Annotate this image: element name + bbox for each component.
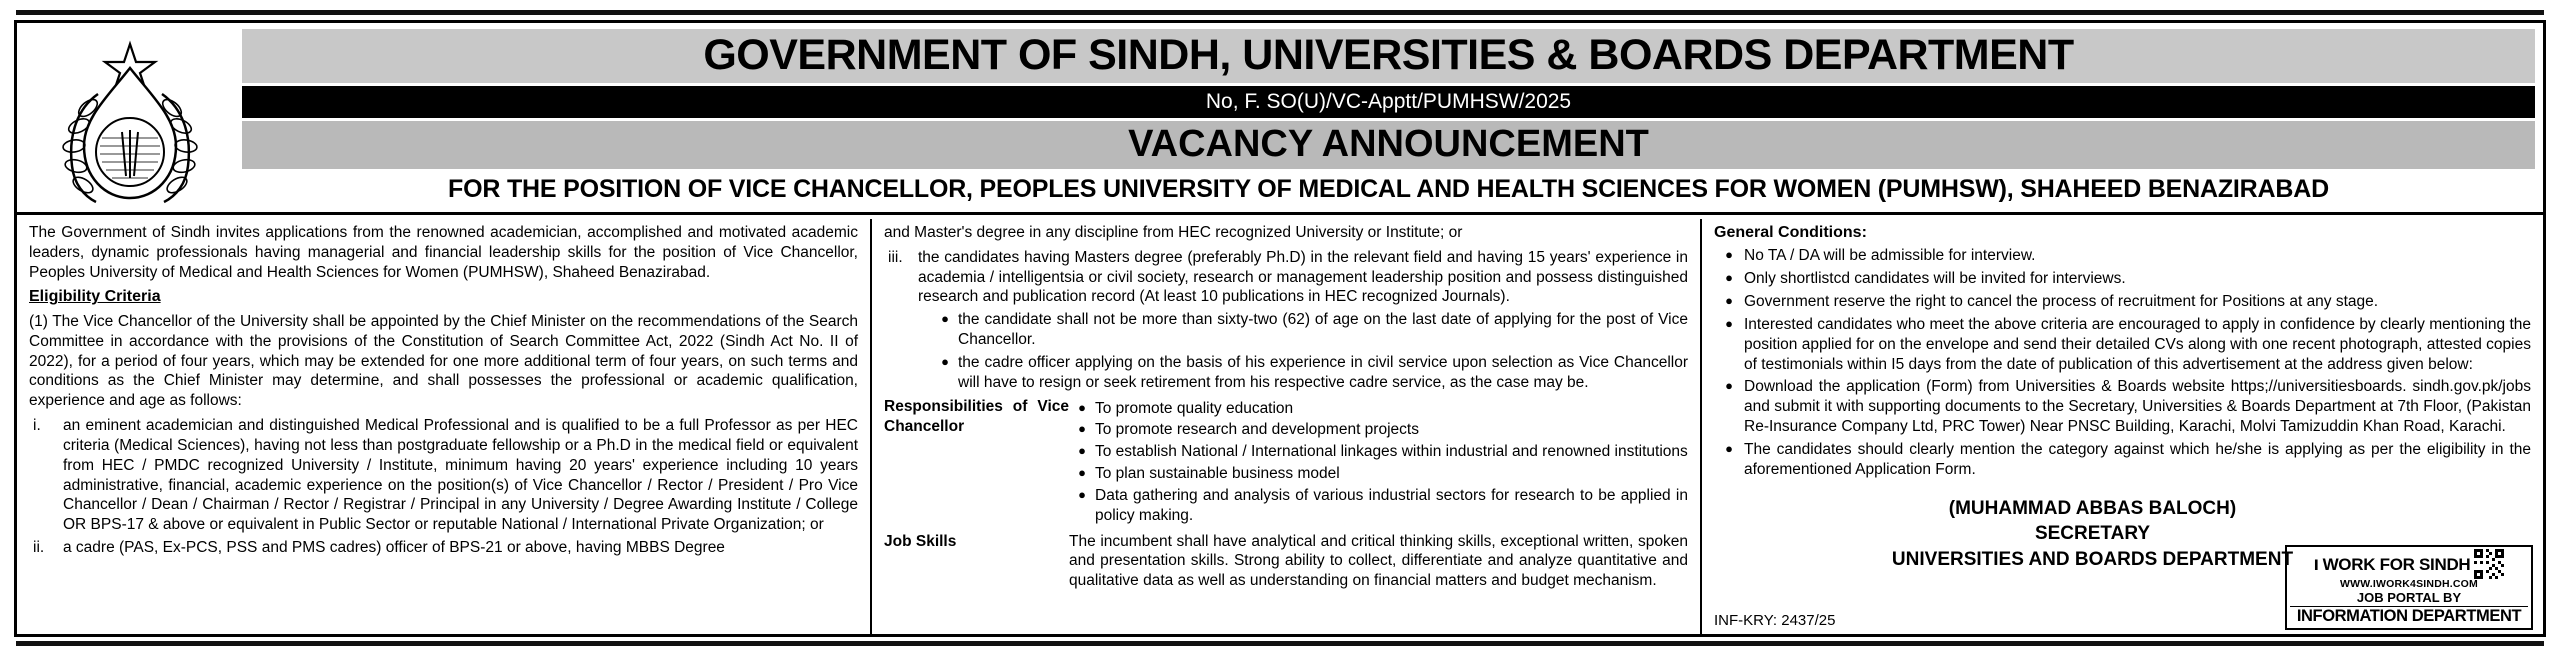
signatory-name: (MUHAMMAD ABBAS BALOCH)	[1948, 497, 2237, 519]
bullet-icon: ●	[941, 353, 949, 369]
column-responsibilities	[872, 219, 1702, 634]
list-item	[1714, 440, 2531, 480]
clause-1-paragraph: (1) The Vice Chancellor of the University shall be appointed by the Chief Minister on the recommendations of the Search Committee in accordance with the provisions of the Constitution of Search Committee Act, 2022 (Sindh Act No. II of 2022), for a period of four years, which may be extended for one more additional term of four years, on such terms and conditions as the Chief Minister may determine, and shall possesses the professional or academic qualification, experience and age as follows:	[29, 312, 858, 410]
criteria-item	[884, 248, 1688, 307]
advertisement-body	[17, 215, 2543, 634]
list-item	[1714, 315, 2531, 374]
criteria-item	[29, 416, 858, 535]
age-and-cadre-bullets	[884, 310, 1688, 392]
bullet-icon: ●	[941, 311, 949, 327]
government-of-sindh-crest-icon	[50, 34, 210, 206]
header-bands	[242, 23, 2543, 212]
continued-text: and Master's degree in any discipline from HEC recognized University or Institute; or	[884, 224, 1463, 241]
job-skills-label: Job Skills	[884, 532, 957, 550]
bullet-icon: ●	[1725, 270, 1733, 286]
bullet-text: No TA / DA will be admissible for interview.	[1744, 247, 2036, 265]
criteria-text: an eminent academician and distinguished Medical Professional and is qualified to be a full Professor as per HEC criteria (Medical Sciences), having not less than postgraduate fellowship or a Ph.D in the medical field or equivalent from HEC / PMDC recognized University / Institute, minimum having 20 years' experience including 10 years administrative, financial, academic experience on the position(s) of Vice Chancellor / Rector / President / Pro Vice Chancellor / Dean / Chairman / Rector / Registrar / Principal in any University / Degree Awarding Institute / College OR BPS-17 & above or equivalent in Public Sector or reputable National / International Private Organization; or	[63, 417, 858, 534]
footer-row	[1714, 545, 2533, 630]
bullet-icon: ●	[1078, 465, 1086, 481]
job-portal-box	[2285, 545, 2533, 630]
bullet-text: To plan sustainable business model	[1095, 465, 1340, 483]
bullet-text: To promote quality education	[1095, 399, 1294, 417]
position-line: FOR THE POSITION OF VICE CHANCELLOR, PEOPLES UNIVERSITY OF MEDICAL AND HEALTH SCIENCES FOR WOMEN (PUMHSW), SHAHEED BENAZIRABAD	[242, 171, 2535, 208]
bottom-rule	[16, 641, 2544, 646]
crest-container	[17, 23, 242, 212]
list-item	[1069, 420, 1688, 440]
responsibilities-label: Responsibilities of Vice Chancellor	[884, 397, 1069, 435]
bullet-icon: ●	[1725, 247, 1733, 263]
job-skills-section	[884, 532, 1688, 591]
advertisement-frame	[14, 20, 2546, 637]
bullet-icon: ●	[1725, 315, 1733, 331]
portal-department: INFORMATION DEPARTMENT	[2290, 606, 2528, 625]
bullet-icon: ●	[1725, 293, 1733, 309]
criteria-list-column2	[884, 248, 1688, 307]
file-number: No, F. SO(U)/VC-Apptt/PUMHSW/2025	[242, 86, 2535, 118]
qr-code-icon	[2474, 549, 2504, 579]
bullet-text: the cadre officer applying on the basis of his experience in civil service upon selection as Vice Chancellor will have to resign or seek retirement from his respective cadre service, as the case may be.	[958, 353, 1688, 391]
list-item	[1714, 377, 2531, 436]
eligibility-criteria-heading: Eligibility Criteria	[29, 288, 161, 306]
portal-subtitle: JOB PORTAL BY	[2356, 589, 2462, 605]
criteria-text: the candidates having Masters degree (preferably Ph.D) in the relevant field and having 15 years' experience in academia / intelligentsia or civil society, research or management leadership position and possess distinguished research and publication record (At least 10 publications in HEC recognized Journals).	[918, 248, 1688, 306]
responsibilities-section	[884, 397, 1688, 528]
list-item	[1069, 442, 1688, 462]
portal-brand: WORK FOR SINDH	[2322, 554, 2471, 574]
bullet-icon: ●	[1078, 421, 1086, 437]
bullet-icon: ●	[1078, 443, 1086, 459]
list-item	[1714, 246, 2531, 266]
bullet-icon: ●	[1078, 486, 1086, 502]
responsibilities-list	[1069, 399, 1688, 526]
department-title: GOVERNMENT OF SINDH, UNIVERSITIES & BOARDS DEPARTMENT	[242, 29, 2535, 83]
bullet-icon: ●	[1725, 440, 1733, 456]
list-item	[1714, 292, 2531, 312]
list-item	[1069, 399, 1688, 419]
bullet-icon: ●	[1725, 378, 1733, 394]
column-general-conditions	[1702, 219, 2543, 634]
bullet-text: Download the application (Form) from Universities & Boards website https;//universitiesboards. sindh.gov.pk/jobs and submit it with supporting documents to the Secretary, Universities & Boards Department at 7th Floor, (Pakistan Re-Insurance Company Ltd, PRC Tower) Near PNSC Building, Karachi, Molvi Tamizuddin Khan Road, Karachi.	[1744, 378, 2531, 436]
criteria-list-column1	[29, 416, 858, 558]
bullet-text: Only shortlistcd candidates will be invited for interviews.	[1744, 270, 2126, 288]
general-conditions-list	[1714, 246, 2531, 479]
list-item	[932, 310, 1688, 350]
portal-url[interactable]: WWW.IWORK4SINDH.COM	[2340, 578, 2478, 591]
bullet-text: To establish National / International linkages within industrial and renowned institutions	[1095, 443, 1688, 461]
criteria-marker: iii.	[888, 248, 903, 266]
bullet-icon: ●	[1078, 399, 1086, 415]
list-item	[1714, 269, 2531, 289]
intro-paragraph: The Government of Sindh invites applications from the renowned academician, accomplished and motivated academic leaders, dynamic professionals having managerial and financial leadership skills for the position of Vice Chancellor, Peoples University of Medical and Health Sciences for Women (PUMHSW), Shaheed Benazirabad.	[29, 224, 858, 281]
list-item	[1069, 486, 1688, 526]
iwork-i-icon: ı	[2313, 553, 2319, 575]
criteria-marker: ii.	[33, 539, 45, 557]
bullet-text: the candidate shall not be more than sixty-two (62) of age on the last date of applying for the post of Vice Chancellor.	[958, 311, 1688, 349]
criteria-text: a cadre (PAS, Ex-PCS, PSS and PMS cadres) officer of BPS-21 or above, having MBBS Degree	[63, 539, 725, 557]
responsibilities-content	[1069, 397, 1688, 528]
list-item	[1069, 464, 1688, 484]
bullet-text: Data gathering and analysis of various industrial sectors for research to be applied in policy making.	[1095, 486, 1688, 524]
general-conditions-heading: General Conditions:	[1714, 224, 1867, 241]
announcement-title: VACANCY ANNOUNCEMENT	[242, 121, 2535, 169]
inf-reference-number: INF-KRY: 2437/25	[1714, 611, 1836, 629]
bullet-text: Government reserve the right to cancel the process of recruitment for Positions at any stage.	[1744, 293, 2379, 311]
top-rule	[16, 10, 2544, 15]
column-eligibility	[17, 219, 872, 634]
advertisement-header	[17, 23, 2543, 215]
bullet-text: To promote research and development projects	[1095, 421, 1419, 439]
criteria-item	[29, 538, 858, 558]
list-item	[932, 353, 1688, 393]
portal-brand-row	[2290, 549, 2528, 579]
bullet-text: The candidates should clearly mention the category against which he/she is applying as per the eligibility in the aforementioned Application Form.	[1744, 440, 2531, 478]
bullet-text: Interested candidates who meet the above criteria are encouraged to apply in confidence by clearly mentioning the position applied for on the envelope and send their detailed CVs along with one recent photograph, attested copies of testimonials within I5 days from the date of publication of this advertisement at the address given below:	[1744, 315, 2531, 373]
criteria-marker: i.	[33, 417, 41, 435]
signatory-designation: SECRETARY	[2034, 523, 2151, 545]
signatory-department: UNIVERSITIES AND BOARDS DEPARTMENT	[1891, 548, 2294, 570]
job-skills-content: The incumbent shall have analytical and critical thinking skills, exceptional written, spoken and presentation skills. Strong ability to collect, differentiate and analyze quantitative and qualitative data as well as understanding on financial matters and budget mechanism.	[1069, 532, 1688, 590]
